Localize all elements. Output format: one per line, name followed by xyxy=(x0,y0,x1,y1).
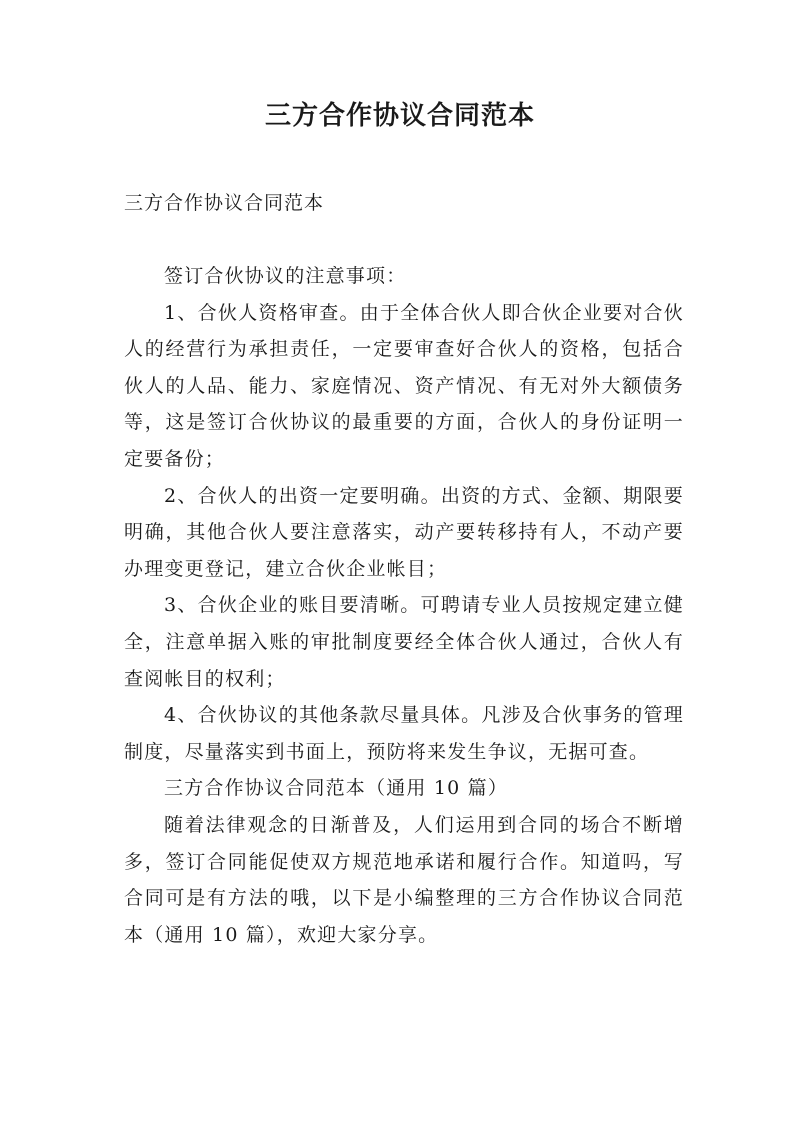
paragraph-item-1: 1、合伙人资格审查。由于全体合伙人即合伙企业要对合伙人的经营行为承担责任，一定要审查好合伙人的资格，包括合伙人的人品、能力、家庭情况、资产情况、有无对外大额债务等，这是签订合伙协议的最重要的方面，合伙人的身份证明一定要备份； xyxy=(124,301,684,470)
paragraph-item-4: 4、合伙协议的其他条款尽量具体。凡涉及合伙事务的管理制度，尽量落实到书面上，预防将来发生争议，无据可查。 xyxy=(124,704,684,763)
paragraph-section-heading: 三方合作协议合同范本（通用 10 篇） xyxy=(164,777,509,800)
document-subtitle: 三方合作协议合同范本 xyxy=(124,192,325,214)
document-body xyxy=(124,258,684,953)
paragraph-intro: 随着法律观念的日渐普及，人们运用到合同的场合不断增多，签订合同能促使双方规范地承诺和履行合作。知道吗，写合同可是有方法的哦，以下是小编整理的三方合作协议合同范本（通用 10 篇），欢迎大家分享。 xyxy=(124,813,684,946)
paragraph-item-3: 3、合伙企业的账目要清晰。可聘请专业人员按规定建立健全，注意单据入账的审批制度要经全体合伙人通过，合伙人有查阅帐目的权利； xyxy=(124,594,684,690)
paragraph-item-2: 2、合伙人的出资一定要明确。出资的方式、金额、期限要明确，其他合伙人要注意落实，动产要转移持有人，不动产要办理变更登记，建立合伙企业帐目； xyxy=(124,484,684,580)
paragraph-notice-heading: 签订合伙协议的注意事项： xyxy=(164,265,407,287)
document-title: 三方合作协议合同范本 xyxy=(264,101,535,131)
